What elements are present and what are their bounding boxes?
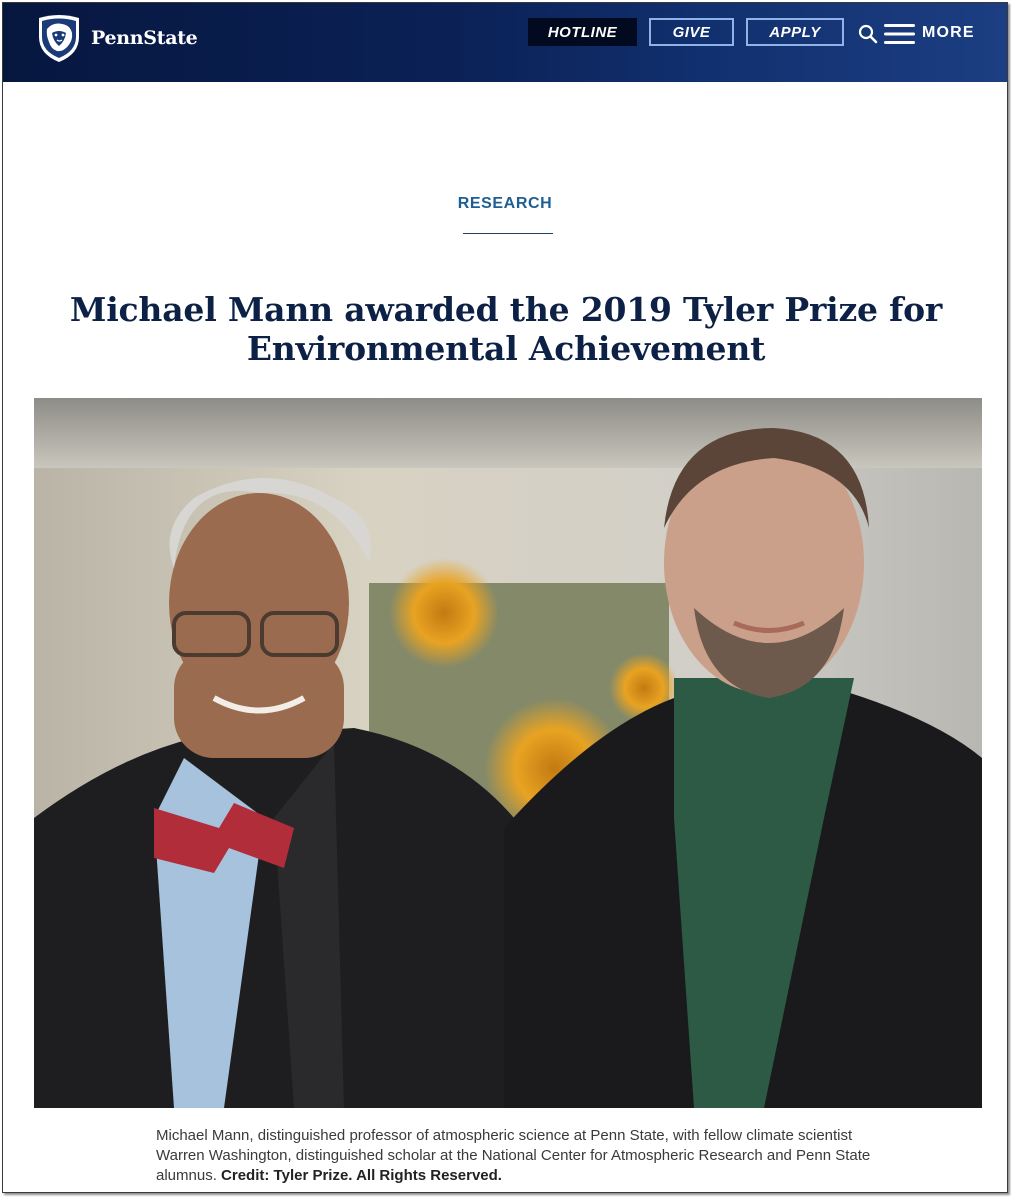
hamburger-menu-icon[interactable] bbox=[884, 23, 916, 45]
photo-caption bbox=[156, 1126, 876, 1186]
hotline-button[interactable]: HOTLINE bbox=[528, 18, 637, 46]
article-category[interactable]: RESEARCH bbox=[457, 195, 553, 212]
browser-viewport bbox=[2, 2, 1008, 1193]
nittany-lion-shield-icon bbox=[35, 13, 83, 63]
brand-wordmark: PennState bbox=[91, 27, 198, 49]
category-divider bbox=[463, 233, 553, 234]
more-menu-label[interactable]: MORE bbox=[922, 24, 975, 41]
pennstate-logo-link[interactable] bbox=[35, 13, 197, 63]
portrait-illustration bbox=[34, 398, 982, 1108]
search-icon[interactable] bbox=[858, 24, 878, 44]
caption-text: Michael Mann, distinguished professor of atmospheric science at Penn State, with fellow climate scientist Warren Washington, distinguished scholar at the National Center for Atmospheric Research and Penn State alumnus. bbox=[156, 1127, 871, 1184]
article-hero-photo bbox=[34, 398, 982, 1108]
caption-credit: Credit: Tyler Prize. All Rights Reserved. bbox=[221, 1167, 502, 1184]
headline-line-2: Environmental Achievement bbox=[246, 329, 766, 368]
give-button[interactable]: GIVE bbox=[649, 18, 734, 46]
site-header bbox=[3, 3, 1007, 82]
article-headline bbox=[43, 290, 969, 368]
headline-line-1: Michael Mann awarded the 2019 Tyler Prize for bbox=[69, 290, 943, 329]
apply-button[interactable]: APPLY bbox=[746, 18, 844, 46]
